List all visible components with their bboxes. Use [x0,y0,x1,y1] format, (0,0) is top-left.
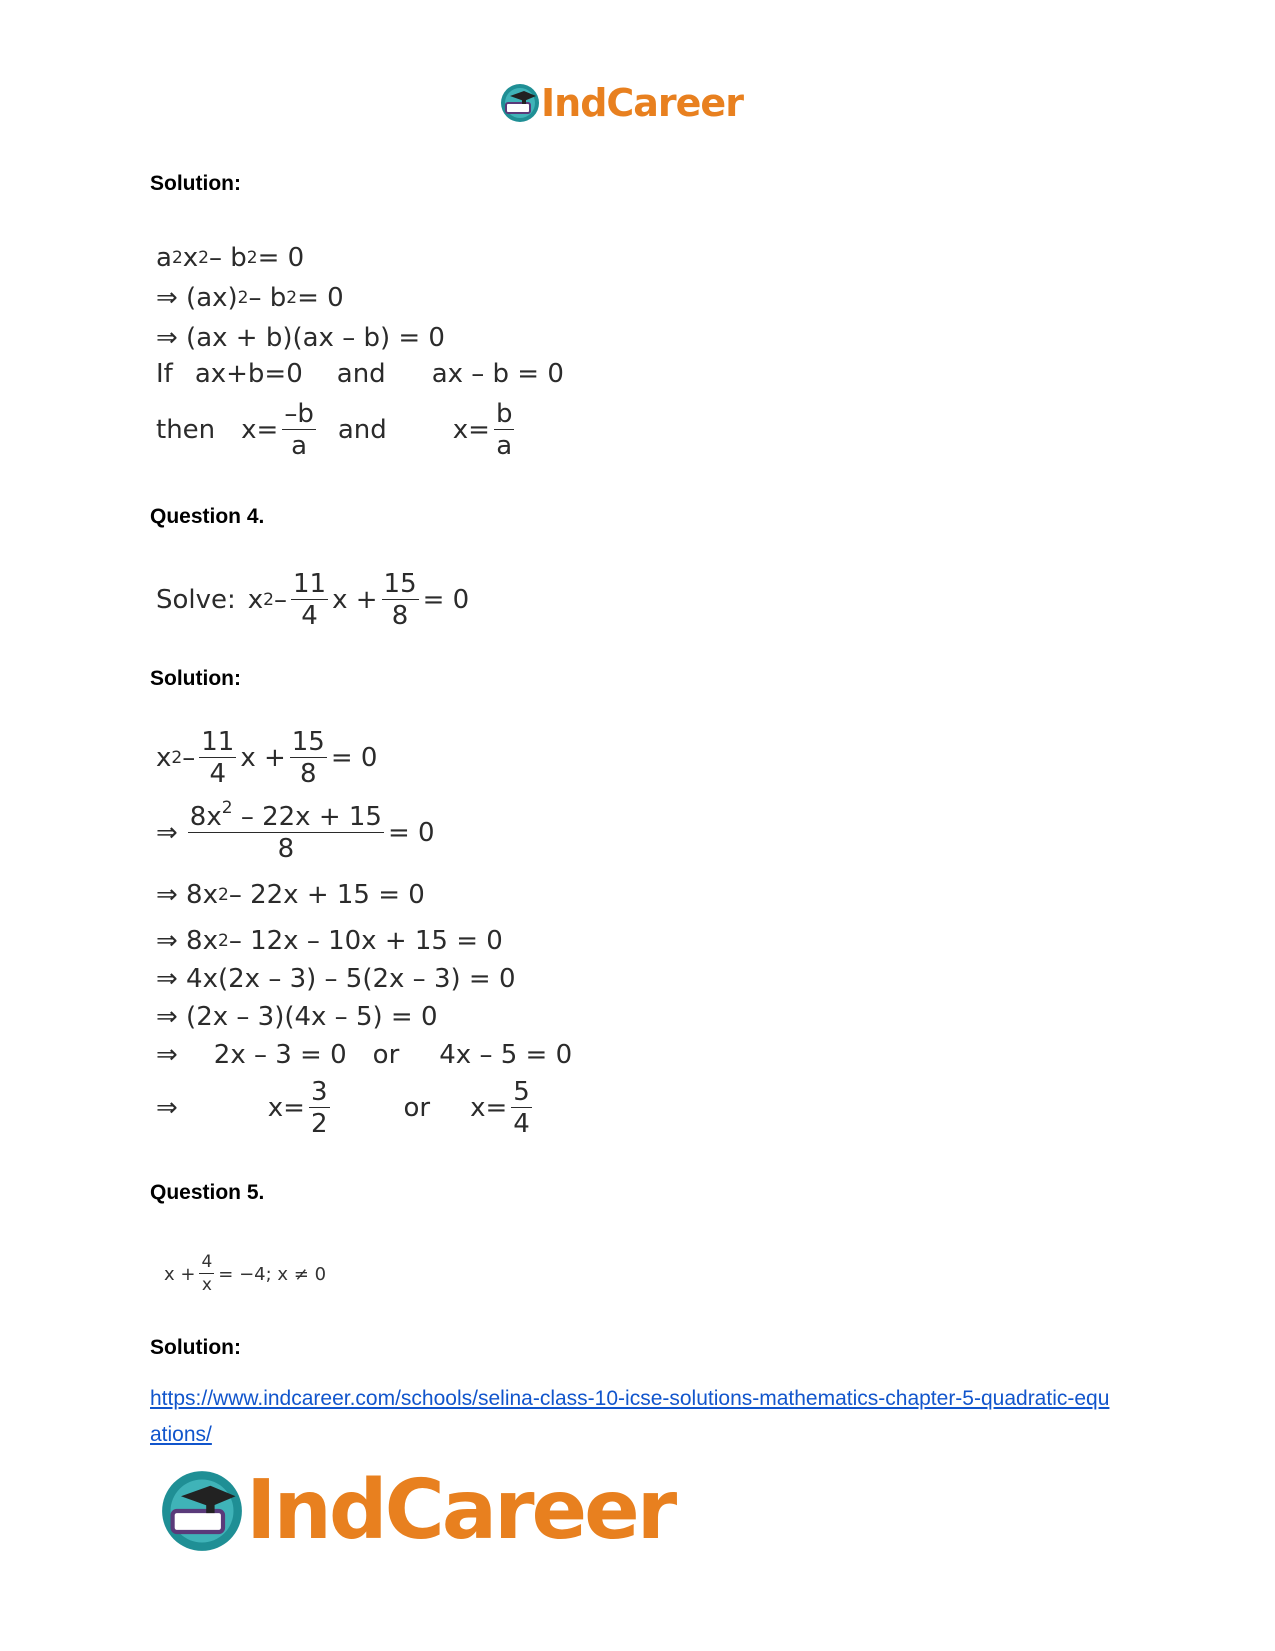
brand-name: IndCareer [541,81,743,125]
question-5-equation: x + $\frac{4}{x}$ = −4; x ≠ 0 [164,1252,327,1295]
solution-4-math [156,725,596,1139]
equation-line: ⇒ 8x 2 – 12x – 10x + 15 = 0 [156,926,503,956]
equation-line: ⇒ 4x(2x – 3) – 5(2x – 3) = 0 [156,964,516,994]
solution-heading: Solution: [150,172,241,195]
equation-line: ⇒ 8x 2 – 22x + 15 = 0 [156,880,425,910]
question-heading: Question 5. [150,1181,265,1204]
solution-heading: Solution: [150,667,241,690]
solution-link[interactable]: https://www.indcareer.com/schools/selina-class-10-icse-solutions-mathematics-chapter-5-quadratic-equations/ [150,1387,1110,1446]
equation-line: x 2 – $\frac{11}{4}$ x + $\frac{15}{8}$ = 0 [156,727,378,789]
equation-line: ⇒ (2x – 3)(4x – 5) = 0 [156,1002,438,1032]
footer-logo [160,1463,675,1558]
solution-heading: Solution: [150,1336,241,1359]
question-heading: Question 4. [150,505,265,528]
equation-line: then x= $\frac{-b}{a}$ and x= $\frac{b}{a}$ [156,399,513,461]
equation-line: ⇒ x= $\frac{3}{2}$ or x= $\frac{5}{4}$ [156,1077,530,1139]
question-4-equation: Solve: x 2 – $\frac{11}{4}$ x + $\frac{15}{8}$ = 0 [156,569,470,631]
graduation-book-icon [500,83,540,123]
equation-line: ⇒ (ax) 2 – b 2 = 0 [156,283,344,313]
brand-name: IndCareer [246,1463,675,1558]
equation-line: ⇒ $\frac{8x^2 - 22x + 15}{8}$ = 0 [156,798,435,864]
graduation-book-icon [160,1469,244,1553]
header-logo [500,80,743,126]
equation-line: a 2 x 2 – b 2 = 0 [156,243,305,273]
equation-line: ⇒ (ax + b)(ax – b) = 0 [156,323,445,353]
equation-line: ⇒ 2x – 3 = 0 or 4x – 5 = 0 [156,1040,573,1070]
solution-3-math [156,238,576,478]
equation-line: If ax+b=0 and ax – b = 0 [156,359,564,389]
